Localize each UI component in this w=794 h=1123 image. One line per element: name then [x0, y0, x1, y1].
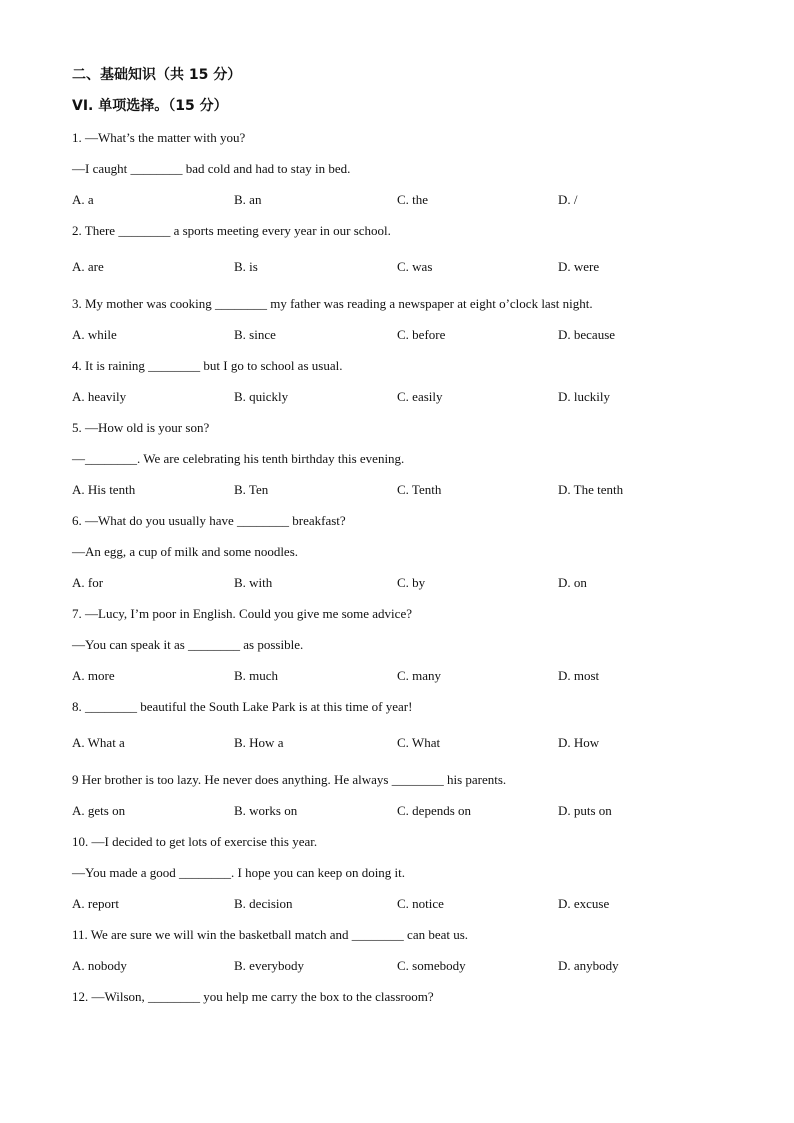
option-b[interactable]: B. an: [234, 192, 262, 207]
question-stem: 6. —What do you usually have ________ breakfast?: [72, 513, 346, 528]
option-a[interactable]: A. His tenth: [72, 482, 136, 497]
option-b[interactable]: B. quickly: [234, 389, 289, 404]
option-b[interactable]: B. decision: [234, 896, 293, 911]
question-line: —I caught ________ bad cold and had to stay in bed.: [72, 161, 351, 176]
option-c[interactable]: C. before: [397, 327, 446, 342]
option-a[interactable]: A. What a: [72, 735, 125, 750]
question-stem: 3. My mother was cooking ________ my father was reading a newspaper at eight o’clock last night.: [72, 296, 593, 311]
options-row: [72, 722, 732, 764]
question-11: [72, 919, 732, 981]
option-a[interactable]: A. while: [72, 327, 117, 342]
option-a[interactable]: A. gets on: [72, 803, 126, 818]
question-line: —________. We are celebrating his tenth birthday this evening.: [72, 451, 405, 466]
question-line: —An egg, a cup of milk and some noodles.: [72, 544, 299, 559]
options-row: [72, 950, 732, 981]
question-stem: 1. —What’s the matter with you?: [72, 130, 246, 145]
option-b[interactable]: B. works on: [234, 803, 298, 818]
question-7: [72, 598, 732, 691]
option-d[interactable]: D. were: [558, 259, 600, 274]
option-d[interactable]: D. because: [558, 327, 616, 342]
options-row: [72, 567, 732, 598]
option-c[interactable]: C. was: [397, 259, 433, 274]
option-a[interactable]: A. are: [72, 259, 104, 274]
option-c[interactable]: C. What: [397, 735, 441, 750]
option-c[interactable]: C. the: [397, 192, 429, 207]
option-d[interactable]: D. anybody: [558, 958, 619, 973]
question-1: [72, 122, 732, 215]
question-stem: 12. —Wilson, ________ you help me carry the box to the classroom?: [72, 989, 434, 1004]
question-6: [72, 505, 732, 598]
option-d[interactable]: D. most: [558, 668, 600, 683]
question-2: [72, 215, 732, 288]
question-10: [72, 826, 732, 919]
option-c[interactable]: C. somebody: [397, 958, 466, 973]
options-row: [72, 888, 732, 919]
question-list: [72, 122, 732, 1012]
option-b[interactable]: B. How a: [234, 735, 284, 750]
option-b[interactable]: B. is: [234, 259, 258, 274]
options-row: [72, 474, 732, 505]
question-stem: 8. ________ beautiful the South Lake Park is at this time of year!: [72, 699, 413, 714]
question-9: [72, 764, 732, 826]
section-title: 二、基础知识（共 15 分）: [72, 67, 242, 83]
options-row: [72, 184, 732, 215]
options-row: [72, 660, 732, 691]
options-row: [72, 795, 732, 826]
question-12: [72, 981, 732, 1012]
option-a[interactable]: A. nobody: [72, 958, 127, 973]
question-stem: 9 Her brother is too lazy. He never does anything. He always ________ his parents.: [72, 772, 507, 787]
option-d[interactable]: D. /: [558, 192, 578, 207]
question-stem: 11. We are sure we will win the basketball match and ________ can beat us.: [72, 927, 469, 942]
question-stem: 7. —Lucy, I’m poor in English. Could you give me some advice?: [72, 606, 412, 621]
options-row: [72, 319, 732, 350]
option-b[interactable]: B. everybody: [234, 958, 305, 973]
question-3: [72, 288, 732, 350]
option-b[interactable]: B. much: [234, 668, 279, 683]
options-row: [72, 381, 732, 412]
option-c[interactable]: C. many: [397, 668, 442, 683]
question-stem: 4. It is raining ________ but I go to school as usual.: [72, 358, 343, 373]
option-d[interactable]: D. The tenth: [558, 482, 624, 497]
option-a[interactable]: A. report: [72, 896, 119, 911]
option-c[interactable]: C. by: [397, 575, 426, 590]
option-b[interactable]: B. with: [234, 575, 273, 590]
options-row: [72, 246, 732, 288]
question-stem: 2. There ________ a sports meeting every year in our school.: [72, 223, 391, 238]
option-a[interactable]: A. heavily: [72, 389, 127, 404]
subsection-title: VI. 单项选择。（15 分）: [72, 98, 228, 114]
option-d[interactable]: D. How: [558, 735, 600, 750]
option-c[interactable]: C. easily: [397, 389, 443, 404]
option-d[interactable]: D. puts on: [558, 803, 612, 818]
option-a[interactable]: A. more: [72, 668, 115, 683]
option-d[interactable]: D. excuse: [558, 896, 610, 911]
exam-page: [72, 60, 732, 1012]
option-d[interactable]: D. on: [558, 575, 587, 590]
option-c[interactable]: C. Tenth: [397, 482, 442, 497]
option-b[interactable]: B. since: [234, 327, 276, 342]
question-line: —You made a good ________. I hope you can keep on doing it.: [72, 865, 406, 880]
question-line: —You can speak it as ________ as possible.: [72, 637, 304, 652]
question-stem: 10. —I decided to get lots of exercise this year.: [72, 834, 318, 849]
option-d[interactable]: D. luckily: [558, 389, 610, 404]
question-stem: 5. —How old is your son?: [72, 420, 210, 435]
question-4: [72, 350, 732, 412]
option-c[interactable]: C. notice: [397, 896, 444, 911]
question-8: [72, 691, 732, 764]
question-5: [72, 412, 732, 505]
option-a[interactable]: A. for: [72, 575, 104, 590]
option-a[interactable]: A. a: [72, 192, 94, 207]
option-c[interactable]: C. depends on: [397, 803, 472, 818]
option-b[interactable]: B. Ten: [234, 482, 269, 497]
